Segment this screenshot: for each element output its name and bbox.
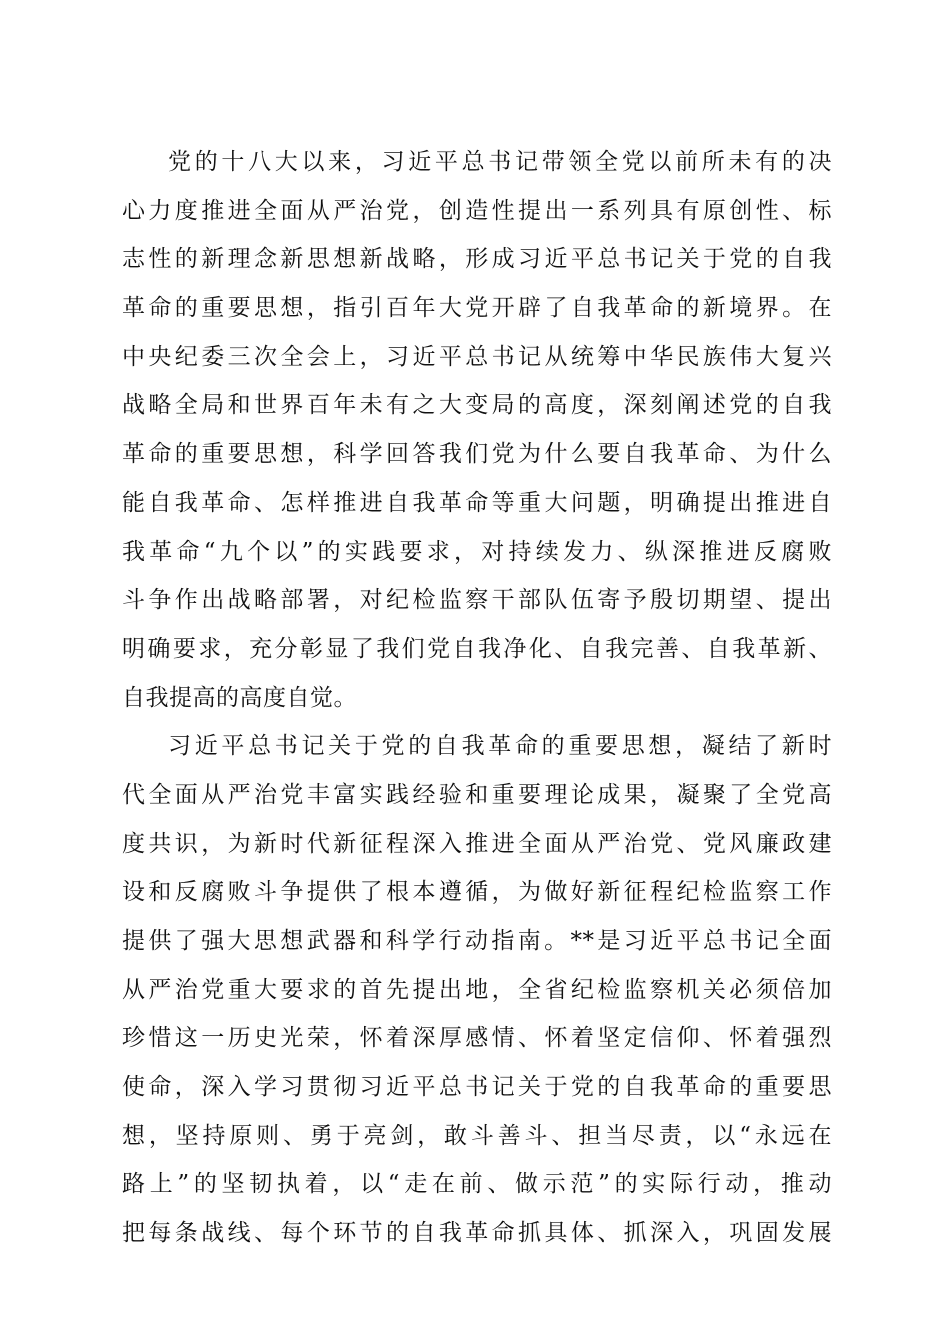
text-line: 志性的新理念新思想新战略，形成习近平总书记关于党的自我 <box>122 246 832 273</box>
text-line: 自我提高的高度自觉。 <box>122 684 357 711</box>
text-line: 路上”的坚韧执着，以“走在前、做示范”的实际行动，推动 <box>122 1171 832 1198</box>
text-line: 度共识，为新时代新征程深入推进全面从严治党、党风廉政建 <box>122 830 832 857</box>
text-line: 能自我革命、怎样推进自我革命等重大问题，明确提出推进自 <box>122 489 832 516</box>
text-line: 使命，深入学习贯彻习近平总书记关于党的自我革命的重要思 <box>122 1074 832 1101</box>
text-line: 革命的重要思想，科学回答我们党为什么要自我革命、为什么 <box>122 441 832 468</box>
text-line: 设和反腐败斗争提供了根本遵循，为做好新征程纪检监察工作 <box>122 879 832 906</box>
text-line: 珍惜这一历史光荣，怀着深厚感情、怀着坚定信仰、怀着强烈 <box>122 1025 832 1052</box>
text-line: 革命的重要思想，指引百年大党开辟了自我革命的新境界。在 <box>122 295 832 322</box>
text-line: 明确要求，充分彰显了我们党自我净化、自我完善、自我革新、 <box>122 635 832 662</box>
text-line: 我革命“九个以”的实践要求，对持续发力、纵深推进反腐败 <box>122 538 832 565</box>
text-line: 习近平总书记关于党的自我革命的重要思想，凝结了新时 <box>168 733 832 760</box>
text-line: 中央纪委三次全会上，习近平总书记从统筹中华民族伟大复兴 <box>122 343 832 370</box>
text-line: 代全面从严治党丰富实践经验和重要理论成果，凝聚了全党高 <box>122 781 832 808</box>
paragraph-1 <box>122 138 832 722</box>
paragraph-2 <box>122 722 832 1258</box>
text-line: 把每条战线、每个环节的自我革命抓具体、抓深入，巩固发展 <box>122 1220 832 1247</box>
text-line: 斗争作出战略部署，对纪检监察干部队伍寄予殷切期望、提出 <box>122 587 832 614</box>
text-line: 想，坚持原则、勇于亮剑，敢斗善斗、担当尽责，以“永远在 <box>122 1122 832 1149</box>
body-text <box>122 138 832 1258</box>
text-line: 战略全局和世界百年未有之大变局的高度，深刻阐述党的自我 <box>122 392 832 419</box>
text-line: 党的十八大以来，习近平总书记带领全党以前所未有的决 <box>168 149 832 175</box>
text-line: 心力度推进全面从严治党，创造性提出一系列具有原创性、标 <box>122 197 832 224</box>
text-line: 从严治党重大要求的首先提出地，全省纪检监察机关必须倍加 <box>122 976 832 1003</box>
text-line: 提供了强大思想武器和科学行动指南。**是习近平总书记全面 <box>122 928 832 954</box>
